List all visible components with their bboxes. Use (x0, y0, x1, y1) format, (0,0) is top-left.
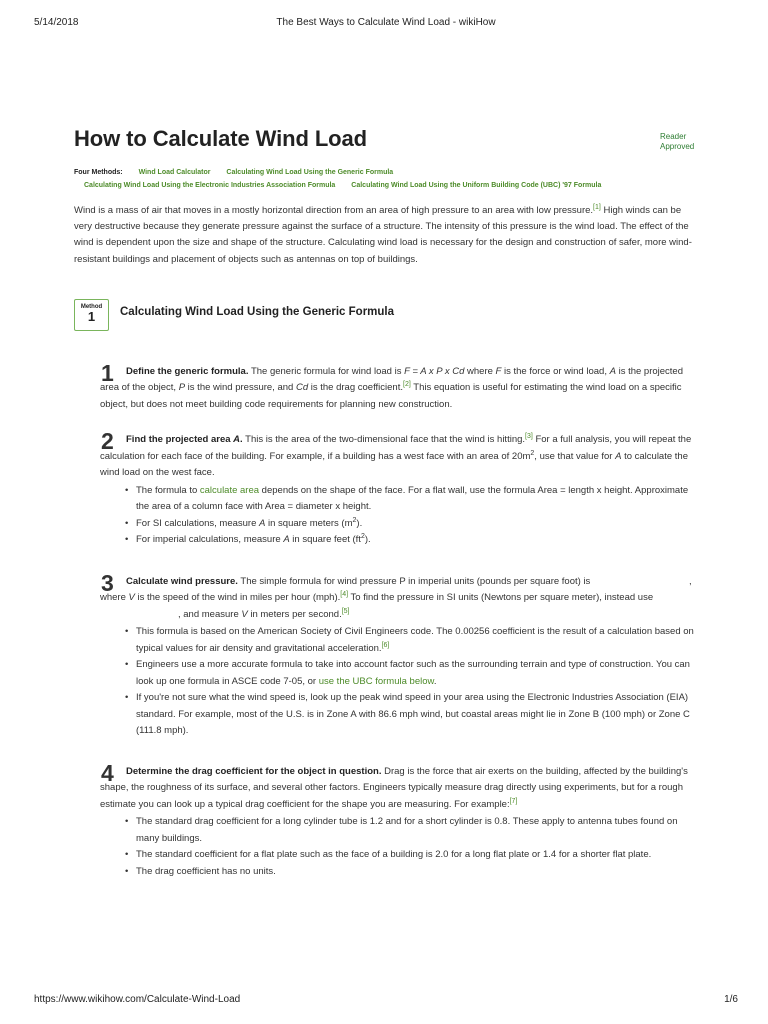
step-3 (74, 569, 696, 740)
method-1-header (74, 299, 696, 331)
method-badge-number: 1 (87, 308, 96, 324)
citation-link[interactable]: [5] (341, 607, 350, 615)
print-date: 5/14/2018 (34, 17, 79, 28)
methods-nav (74, 166, 696, 192)
step-text: Define the generic formula. The generic formula for wind load is F = A x P x Cd where F is the force or wind load, A is the projected area of the object, P is the wind pressure, and Cd is the drag coefficient.[2] This equation is useful for estimating the wind load on a specific object, but does not meet building code requirements for planning new construction. (100, 365, 684, 410)
list-item: • If you're not sure what the wind speed is, look up the peak wind speed in your area using the Electronic Industries Association (EIA) standard. For example, most of the U.S. is in Zone A with 86.6 mph wind, but coastal areas might lie in Zone B (100 mph) or Zone C (111.8 mph). (74, 690, 696, 740)
step-number: 3 (101, 569, 114, 596)
intro-paragraph: Wind is a mass of air that moves in a mostly horizontal direction from an area of high pressure to an area with low pressure.[1] High winds can be very destructive because they generate pressure against the surface of a structure. The intensity of this pressure is the wind load. The effect of the wind is dependent upon the size and shape of the structure. Calculating wind load is necessary for the design and construction of safer, more wind-resistant buildings and placement of objects such as antennas on top of buildings. (74, 204, 692, 265)
method-badge-label: Method (80, 303, 103, 310)
citation-link[interactable]: [4] (340, 591, 349, 599)
article-content (74, 126, 696, 880)
step-number: 2 (101, 428, 114, 455)
reader-approved-line1: Reader (660, 132, 687, 141)
step-bullets (74, 483, 696, 549)
calculate-area-link[interactable]: calculate area (199, 484, 260, 496)
step-bullets (74, 624, 696, 740)
citation-link[interactable]: [1] (593, 204, 601, 211)
reader-approved-badge[interactable] (660, 132, 696, 152)
citation-link[interactable]: [3] (525, 433, 533, 441)
method-link-ubc[interactable]: Calculating Wind Load Using the Uniform Building Code (UBC) '97 Formula (351, 182, 602, 189)
reader-approved-line2: Approved (660, 142, 695, 151)
title-row (74, 126, 696, 158)
list-item: • The standard drag coefficient for a long cylinder tube is 1.2 and for a short cylinder is 0.8. These apply to antenna tubes found on many buildings. (74, 814, 696, 847)
citation-link[interactable]: [7] (509, 797, 518, 805)
step-1 (74, 359, 696, 414)
print-footer (34, 994, 738, 1008)
list-item: • For SI calculations, measure A in square meters $(m^2)$. (74, 516, 696, 533)
page-title: How to Calculate Wind Load (74, 126, 367, 151)
step-text: Find the projected area A. This is the area of the two-dimensional face that the wind is hitting.[3] For a full analysis, you will repeat the calculation for each face of the building. For example, if a building has a west face with an area of $20m^2$, use that value for A to calculate the wind load on the west face. (100, 433, 692, 479)
step-text: Determine the drag coefficient for the object in question. Drag is the force that air exerts on the building, affected by the building's shape, the roughness of its surface, and several other factors. Engineers typically measure drag directly using experiments, but for a rough estimate you can look up a typical drag coefficient for the shape you are measuring. For example:[7] (100, 765, 688, 810)
step-4 (74, 759, 696, 881)
method-title: Calculating Wind Load Using the Generic Formula (120, 305, 395, 318)
print-header (34, 17, 738, 31)
list-item: • The standard coefficient for a flat plate such as the face of a building is 2.0 for a long flat plate or 1.4 for a shorter flat plate. (74, 847, 696, 864)
print-url: https://www.wikihow.com/Calculate-Wind-Load (34, 994, 241, 1005)
ubc-formula-link[interactable]: use the UBC formula below (318, 675, 434, 687)
step-2 (74, 428, 696, 549)
list-item: • For imperial calculations, measure A in square feet $(ft^2)$. (74, 532, 696, 549)
list-item: • This formula is based on the American Society of Civil Engineers code. The 0.00256 coefficient is the result of a calculation based on typical values for air density and gravitational acceleration.[6] (74, 624, 696, 657)
step-text: Calculate wind pressure. The simple formula for wind pressure P in imperial units (pounds per square foot) is , where V is the speed of the wind in miles per hour (mph).[4] To find the pressure in SI units (Newtons per square meter), instead use , and measure V in meters per second.[5] (100, 575, 692, 620)
method-link-generic[interactable]: Calculating Wind Load Using the Generic Formula (226, 169, 394, 176)
list-item: • Engineers use a more accurate formula to take into account factor such as the surrounding terrain and type of construction. You can look up one formula in ASCE code 7-05, or use the UBC formula below. (74, 657, 696, 690)
method-badge (74, 299, 109, 331)
method-link-calculator[interactable]: Wind Load Calculator (138, 169, 211, 176)
print-page-number: 1/6 (724, 994, 738, 1005)
list-item: • The formula to calculate area depends on the shape of the face. For a flat wall, use the formula Area = length x height. Approximate the area of a column face with Area = diameter x height. (74, 483, 696, 516)
step-number: 4 (101, 759, 114, 786)
method-link-eia[interactable]: Calculating Wind Load Using the Electronic Industries Association Formula (84, 182, 336, 189)
methods-label: Four Methods: (74, 169, 123, 176)
step-number: 1 (101, 359, 114, 386)
step-bullets (74, 814, 696, 880)
citation-link[interactable]: [2] (403, 381, 411, 389)
list-item: • The drag coefficient has no units. (74, 864, 696, 881)
print-doc-title: The Best Ways to Calculate Wind Load - wikiHow (276, 17, 496, 28)
citation-link[interactable]: [6] (381, 641, 390, 649)
